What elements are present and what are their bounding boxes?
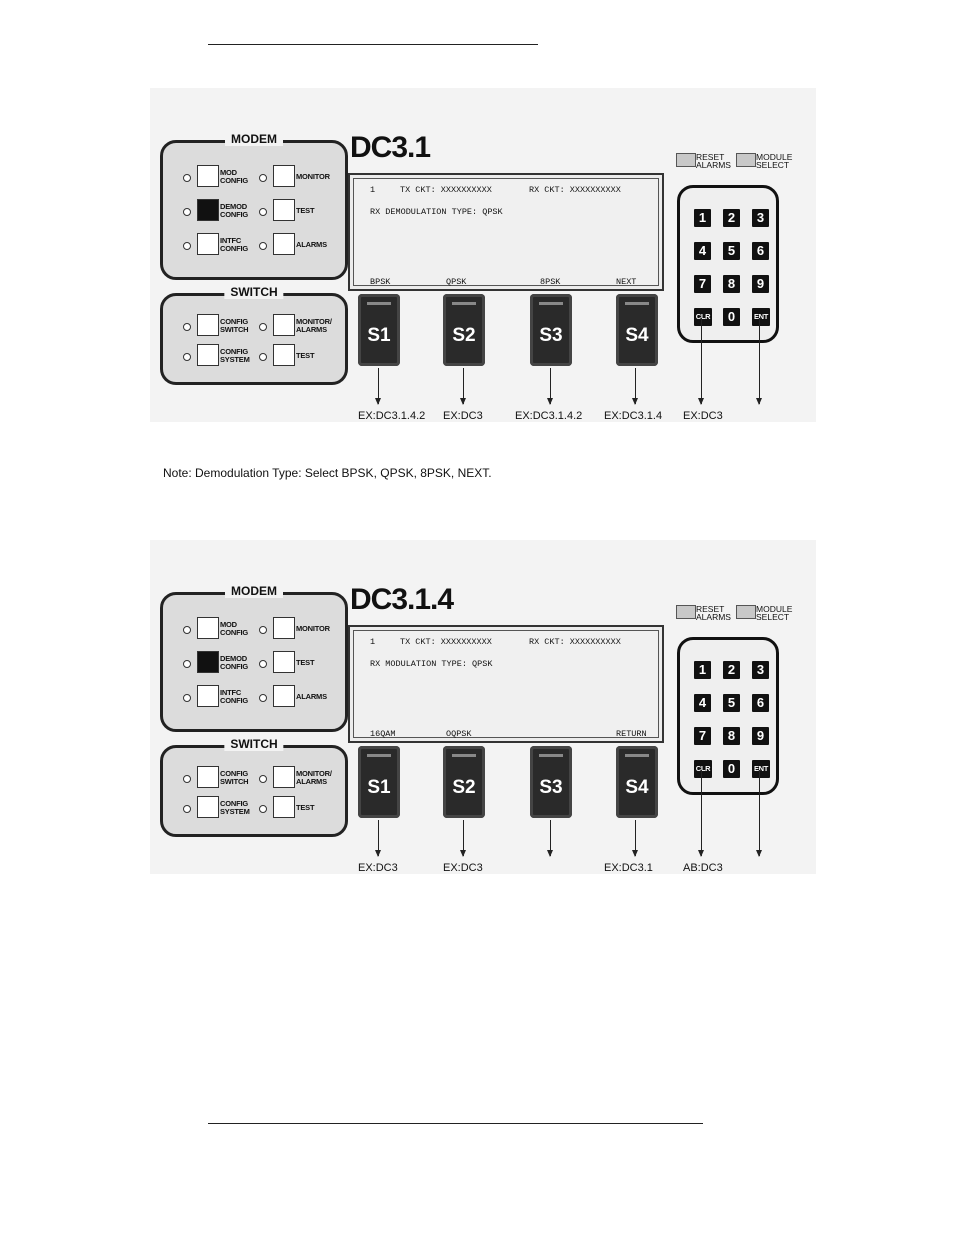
lcd-tx-circuit: TX CKT: XXXXXXXXXX [400, 185, 492, 195]
keypad-key-9[interactable]: 9 [752, 727, 769, 745]
label-line: MONITOR/ [296, 317, 332, 326]
exit-arrow [759, 770, 760, 856]
modem-button-label [296, 625, 330, 633]
lcd-tx-circuit: TX CKT: XXXXXXXXXX [400, 637, 492, 647]
modem-panel [160, 584, 348, 732]
modem-button-label [220, 689, 248, 705]
label-line: SYSTEM [220, 355, 250, 364]
label-line: CONFIG [220, 799, 248, 808]
label-line: MOD [220, 168, 237, 177]
label-line: ALARMS [696, 160, 731, 170]
label-line: CONFIG [220, 317, 248, 326]
keypad-key-0[interactable]: 0 [723, 760, 740, 778]
label-line: ALARMS [296, 777, 327, 786]
reset-alarms-label [696, 153, 731, 169]
switch-button-label [296, 770, 332, 786]
label-line: SWITCH [220, 777, 249, 786]
modem-button[interactable] [197, 233, 219, 255]
diagram-dc3-1 [150, 88, 816, 422]
keypad-key-5[interactable]: 5 [723, 242, 740, 260]
status-led [183, 694, 191, 702]
status-led [183, 775, 191, 783]
lcd-softkey-label: 16QAM [370, 729, 396, 739]
lcd-rx-circuit: RX CKT: XXXXXXXXXX [529, 185, 621, 195]
switch-button-label [220, 348, 250, 364]
exit-arrow [701, 318, 702, 404]
diagram-title: DC3.1 [350, 131, 431, 164]
switch-button[interactable] [273, 796, 295, 818]
keypad-key-3[interactable]: 3 [752, 661, 769, 679]
switch-button[interactable] [197, 314, 219, 336]
status-led [259, 775, 267, 783]
modem-panel [160, 132, 348, 280]
soft-key-s1[interactable]: S1 [358, 746, 400, 818]
label-line: DEMOD [220, 202, 247, 211]
switch-button-label [220, 318, 248, 334]
status-led [183, 805, 191, 813]
exit-arrow [378, 820, 379, 856]
label-line: MONITOR [296, 624, 330, 633]
label-line: SELECT [756, 612, 790, 622]
exit-label: AB:DC3 [683, 862, 723, 874]
modem-button[interactable] [197, 199, 219, 221]
label-line: DEMOD [220, 654, 247, 663]
switch-button[interactable] [197, 766, 219, 788]
exit-arrow [550, 820, 551, 856]
note-text: Note: Demodulation Type: Select BPSK, QPSK, 8PSK, NEXT. [163, 466, 492, 480]
status-led [259, 660, 267, 668]
status-led [259, 694, 267, 702]
lcd-type-line: RX DEMODULATION TYPE: QPSK [370, 207, 503, 217]
soft-key-s2[interactable]: S2 [443, 746, 485, 818]
lcd-softkey-label: OQPSK [446, 729, 472, 739]
label-line: CONFIG [220, 628, 248, 637]
keypad-key-4[interactable]: 4 [694, 694, 711, 712]
keypad-key-9[interactable]: 9 [752, 275, 769, 293]
keypad-key-ent[interactable]: ENT [752, 760, 770, 778]
lcd-softkey-label: 8PSK [540, 277, 561, 287]
soft-key-s1[interactable]: S1 [358, 294, 400, 366]
modem-button[interactable] [273, 651, 295, 673]
modem-button[interactable] [273, 233, 295, 255]
label-line: INTFC [220, 688, 242, 697]
lcd-softkey-label: QPSK [446, 277, 467, 287]
switch-label: SWITCH [224, 737, 283, 751]
exit-label: EX:DC3 [443, 410, 483, 422]
keypad-key-8[interactable]: 8 [723, 275, 740, 293]
label-line: SELECT [756, 160, 790, 170]
lcd-line-index: 1 [370, 637, 376, 647]
exit-arrow [635, 368, 636, 404]
status-led [183, 626, 191, 634]
lcd-softkey-label: RETURN [616, 729, 647, 739]
switch-button-label [296, 352, 314, 360]
status-led [183, 242, 191, 250]
label-line: CONFIG [220, 662, 248, 671]
label-line: CONFIG [220, 210, 248, 219]
module-select-label [756, 605, 792, 621]
top-rule [208, 44, 538, 45]
exit-arrow [463, 820, 464, 856]
modem-button[interactable] [273, 617, 295, 639]
modem-button[interactable] [197, 165, 219, 187]
label-line: RESET [696, 152, 725, 162]
label-line: SWITCH [220, 325, 249, 334]
keypad [677, 637, 779, 795]
modem-button[interactable] [197, 617, 219, 639]
label-line: CONFIG [220, 769, 248, 778]
status-led [183, 208, 191, 216]
switch-panel [160, 737, 348, 837]
exit-label: EX:DC3.1.4 [604, 410, 663, 422]
lcd-screen [353, 630, 659, 738]
diagram-dc3-1-4 [150, 540, 816, 874]
keypad-key-3[interactable]: 3 [752, 209, 769, 227]
exit-arrow [550, 368, 551, 404]
modem-button-label [296, 241, 327, 249]
switch-label: SWITCH [224, 285, 283, 299]
exit-label: EX:DC3.1.4.2 [358, 410, 426, 422]
keypad-key-6[interactable]: 6 [752, 694, 769, 712]
keypad-key-7[interactable]: 7 [694, 275, 711, 293]
switch-button[interactable] [273, 766, 295, 788]
label-line: TEST [296, 206, 315, 215]
modem-button[interactable] [273, 685, 295, 707]
status-led [259, 174, 267, 182]
keypad-key-ent[interactable]: ENT [752, 308, 770, 326]
switch-button-label [296, 804, 314, 812]
keypad-key-1[interactable]: 1 [694, 661, 711, 679]
switch-button[interactable] [273, 314, 295, 336]
lcd-screen [353, 178, 659, 286]
keypad-key-2[interactable]: 2 [723, 209, 740, 227]
soft-key-s4[interactable]: S4 [616, 746, 658, 818]
label-line: ALARMS [696, 612, 731, 622]
label-line: CONFIG [220, 244, 248, 253]
label-line: TEST [296, 351, 315, 360]
modem-button-label [220, 169, 248, 185]
modem-button-label [220, 237, 248, 253]
switch-button[interactable] [197, 344, 219, 366]
exit-label: EX:DC3.1.4.2 [515, 410, 583, 422]
modem-button-label [220, 203, 248, 219]
lcd-type-line: RX MODULATION TYPE: QPSK [370, 659, 493, 669]
label-line: SYSTEM [220, 807, 250, 816]
modem-label: MODEM [225, 584, 283, 598]
module-select-swatch [736, 153, 756, 167]
status-led [183, 174, 191, 182]
keypad-key-0[interactable]: 0 [723, 308, 740, 326]
status-led [259, 353, 267, 361]
keypad [677, 185, 779, 343]
keypad-key-6[interactable]: 6 [752, 242, 769, 260]
keypad-key-7[interactable]: 7 [694, 727, 711, 745]
keypad-key-8[interactable]: 8 [723, 727, 740, 745]
switch-button-label [220, 800, 250, 816]
label-line: RESET [696, 604, 725, 614]
lcd-softkey-label: NEXT [616, 277, 637, 287]
status-led [259, 208, 267, 216]
lcd-line-index: 1 [370, 185, 376, 195]
exit-label: EX:DC3 [683, 410, 723, 422]
status-led [183, 323, 191, 331]
lcd-softkey-label: BPSK [370, 277, 391, 287]
exit-label: EX:DC3 [358, 862, 398, 874]
keypad-key-clr[interactable]: CLR [694, 308, 712, 326]
exit-arrow [759, 318, 760, 404]
modem-button-label [220, 621, 248, 637]
label-line: TEST [296, 803, 315, 812]
reset-alarms-swatch [676, 605, 696, 619]
label-line: ALARMS [296, 692, 327, 701]
modem-button[interactable] [273, 199, 295, 221]
modem-button-label [220, 655, 248, 671]
modem-label: MODEM [225, 132, 283, 146]
keypad-key-clr[interactable]: CLR [694, 760, 712, 778]
label-line: CONFIG [220, 176, 248, 185]
label-line: ALARMS [296, 240, 327, 249]
modem-button-label [296, 659, 314, 667]
status-led [259, 626, 267, 634]
label-line: MOD [220, 620, 237, 629]
label-line: ALARMS [296, 325, 327, 334]
status-led [183, 353, 191, 361]
status-led [259, 805, 267, 813]
module-select-label [756, 153, 792, 169]
switch-button-label [220, 770, 248, 786]
keypad-key-4[interactable]: 4 [694, 242, 711, 260]
exit-label: EX:DC3.1 [604, 862, 653, 874]
modem-button-label [296, 173, 330, 181]
status-led [259, 323, 267, 331]
label-line: MONITOR/ [296, 769, 332, 778]
label-line: CONFIG [220, 696, 248, 705]
status-led [183, 660, 191, 668]
exit-arrow [378, 368, 379, 404]
exit-arrow [701, 770, 702, 856]
switch-button-label [296, 318, 332, 334]
label-line: TEST [296, 658, 315, 667]
label-line: INTFC [220, 236, 242, 245]
lcd-display [348, 173, 664, 291]
label-line: CONFIG [220, 347, 248, 356]
keypad-key-5[interactable]: 5 [723, 694, 740, 712]
switch-button[interactable] [197, 796, 219, 818]
exit-arrow [635, 820, 636, 856]
label-line: MODULE [756, 152, 793, 162]
status-led [259, 242, 267, 250]
reset-alarms-label [696, 605, 731, 621]
modem-button[interactable] [273, 165, 295, 187]
lcd-display [348, 625, 664, 743]
label-line: MODULE [756, 604, 793, 614]
modem-button-label [296, 693, 327, 701]
modem-button-label [296, 207, 314, 215]
switch-panel [160, 285, 348, 385]
switch-button[interactable] [273, 344, 295, 366]
modem-button[interactable] [197, 651, 219, 673]
soft-key-s3[interactable]: S3 [530, 746, 572, 818]
keypad-key-2[interactable]: 2 [723, 661, 740, 679]
soft-key-s2[interactable]: S2 [443, 294, 485, 366]
label-line: MONITOR [296, 172, 330, 181]
lcd-rx-circuit: RX CKT: XXXXXXXXXX [529, 637, 621, 647]
bottom-rule [208, 1123, 703, 1124]
diagram-title: DC3.1.4 [350, 583, 454, 616]
exit-label: EX:DC3 [443, 862, 483, 874]
soft-key-s4[interactable]: S4 [616, 294, 658, 366]
exit-arrow [463, 368, 464, 404]
soft-key-s3[interactable]: S3 [530, 294, 572, 366]
modem-button[interactable] [197, 685, 219, 707]
module-select-swatch [736, 605, 756, 619]
reset-alarms-swatch [676, 153, 696, 167]
keypad-key-1[interactable]: 1 [694, 209, 711, 227]
